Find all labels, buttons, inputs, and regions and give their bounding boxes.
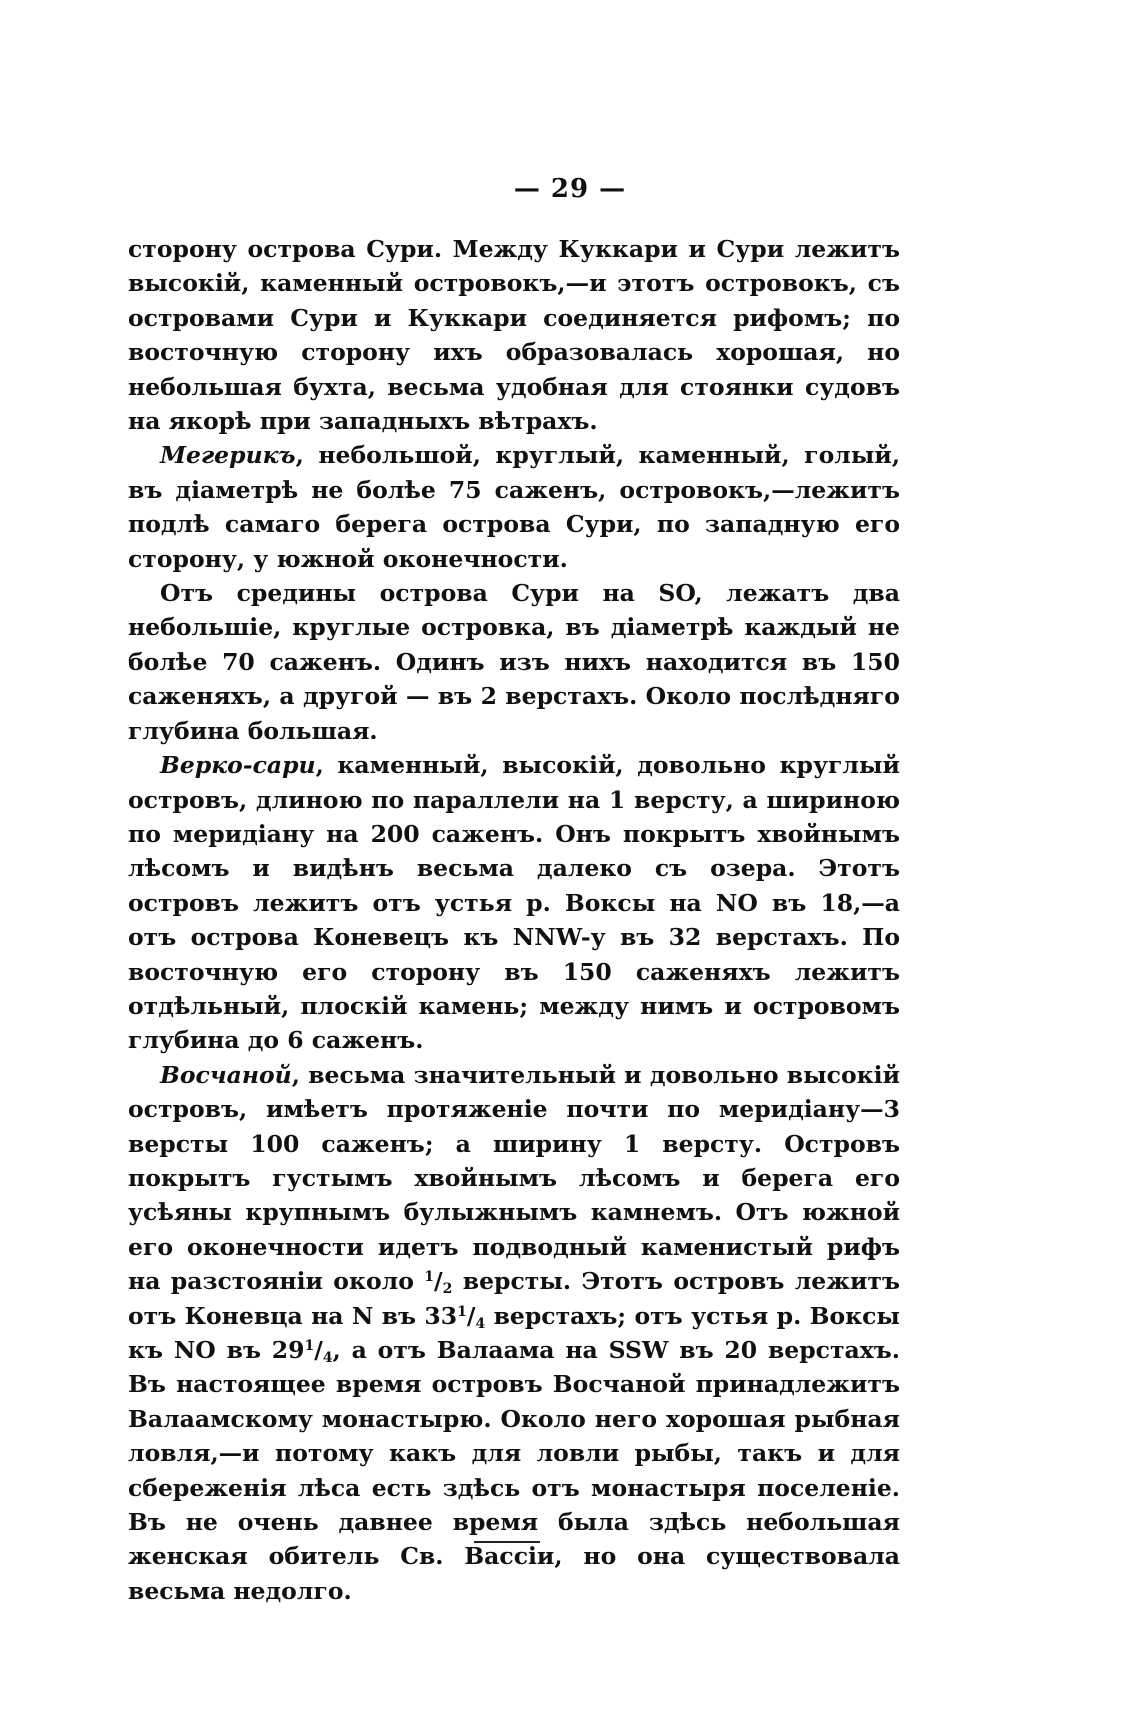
paragraph-megerik-text: , небольшой, круглый, каменный, голый, въ діаметрѣ не болѣе 75 саженъ, островокъ,—лежитъ подлѣ самаго берега острова Сури, по западную его сторону, у южной оконечности.	[128, 441, 900, 573]
fraction-quarter-2-denominator: 4	[322, 1350, 333, 1366]
page-number: — 29 —	[513, 174, 627, 204]
paragraph-small-islands	[128, 576, 900, 748]
paragraph-small-islands-text: Отъ средины острова Сури на SO, лежатъ два небольшіе, круглые островка, въ діаметрѣ каждый не болѣе 70 саженъ. Одинъ изъ нихъ находится въ 150 саженяхъ, а другой — въ 2 верстахъ. Около послѣдняго глубина большая.	[128, 579, 900, 745]
island-name-verko-sari: Верко-сари	[160, 751, 316, 780]
paragraph-verko-sari	[128, 748, 900, 1058]
paragraph-verko-sari-text: , каменный, высокій, довольно круглый островъ, длиною по параллели на 1 версту, а шириною по меридіану на 200 саженъ. Онъ покрытъ хвойнымъ лѣсомъ и видѣнъ весьма далеко съ озера. Этотъ островъ лежитъ отъ устья р. Воксы на NO въ 18,—а отъ острова Коневецъ къ NNW-у въ 32 верстахъ. По восточную его сторону въ 150 саженяхъ лежитъ отдѣльный, плоскій камень; между нимъ и островомъ глубина до 6 саженъ.	[128, 751, 900, 1055]
paragraph-voschanoy-text-a: , весьма значительный и довольно высокій островъ, имѣетъ протяженіе почти по меридіану—3 версты 100 саженъ; а ширину 1 версту. Островъ покрытъ густымъ хвойнымъ лѣсомъ и берега его усѣяны крупнымъ булыжнымъ камнемъ. Отъ южной его оконечности идетъ подводный каменистый рифъ на разстояніи около	[128, 1060, 900, 1296]
fraction-quarter-2-numerator: 1	[304, 1338, 315, 1354]
body-text	[128, 232, 900, 1608]
fraction-quarter-denominator: 4	[475, 1315, 486, 1332]
paragraph-voschanoy-text-c: верстахъ; отъ устья р. Воксы къ NO въ 29	[128, 1301, 900, 1364]
fraction-half-numerator: 1	[424, 1269, 435, 1286]
section-end-rule	[474, 1541, 540, 1543]
fraction-half-denominator: 2	[442, 1281, 453, 1298]
island-name-voschanoy: Восчаной	[160, 1060, 292, 1089]
paragraph-1	[128, 232, 900, 438]
paragraph-1-text: сторону острова Сури. Между Куккари и Сури лежитъ высокій, каменный островокъ,—и этотъ островокъ, съ островами Сури и Куккари соединяется рифомъ; по восточную сторону ихъ образовалась хорошая, но небольшая бухта, весьма удобная для стоянки судовъ на якорѣ при западныхъ вѣтрахъ.	[128, 235, 900, 436]
paragraph-voschanoy: Восчаной, весьма значительный и довольно высокій островъ, имѣетъ протяженіе почти по меридіану—3 версты 100 саженъ; а ширину 1 версту. Островъ покрытъ густымъ хвойнымъ лѣсомъ и берега его усѣяны крупнымъ булыжнымъ камнемъ. Отъ южной его оконечности идетъ подводный каменистый рифъ на разстояніи около $^1$/2 версты. Этотъ островъ лежитъ отъ Коневца на N въ $33^1/4$ верстахъ; отъ устья р. Воксы къ NO въ $29^1/4$, а отъ Валаама на SSW въ 20 верстахъ. Въ настоящее время островъ Восчаной принадлежитъ Валаамскому монастырю. Около него хорошая рыбная ловля,—и потому какъ для ловли рыбы, такъ и для сбереженія лѣса есть здѣсь отъ монастыря поселеніе. Въ не очень давнее время была здѣсь небольшая женская обитель Св. Вассіи, но она существовала весьма недолго.	[128, 1060, 900, 1605]
paragraph-megerik	[128, 438, 900, 576]
island-name-megerik: Мегерикъ	[160, 441, 296, 470]
fraction-quarter-numerator: 1	[457, 1303, 467, 1320]
paragraph-voschanoy-text-b: версты. Этотъ островъ лежитъ отъ Коневца на N въ 33	[128, 1267, 900, 1330]
paragraph-voschanoy-text-d: , а отъ Валаама на SSW въ 20 верстахъ. Въ настоящее время островъ Восчаной принадлежитъ Валаамскому монастырю. Около него хорошая рыбная ловля,—и потому какъ для ловли рыбы, такъ и для сбереженія лѣса есть здѣсь отъ монастыря поселеніе. Въ не очень давнее время была здѣсь небольшая женская обитель Св. Вассіи, но она существовала весьма недолго.	[128, 1336, 900, 1605]
